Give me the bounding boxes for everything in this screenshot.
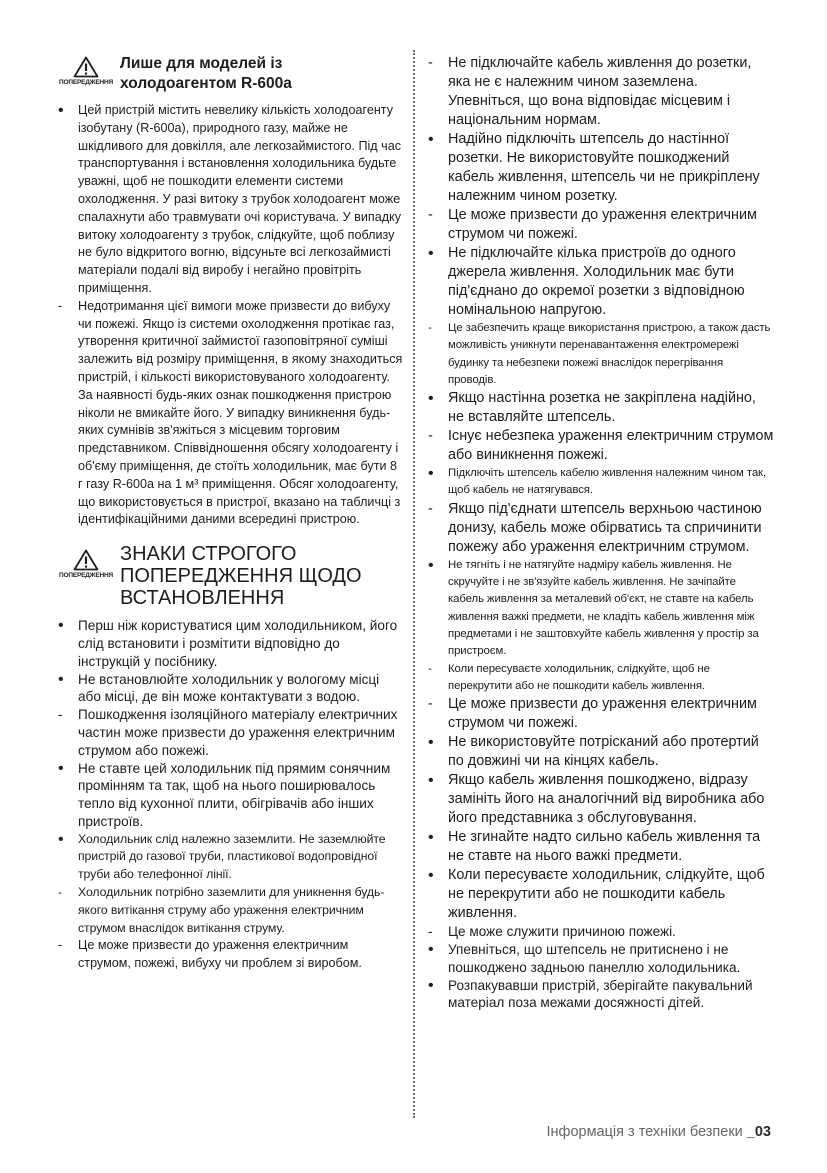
item-text: Цей пристрій містить невелику кількість холодоагенту ізобутану (R-600a), природного газу, майже не шкідливого для довкілля, але легкозаймистого. Під час транспортування і встановлення холодильника будьте уважні, щоб не пошкодити елементи системи охолодження. У разі витоку з трубок холодоагент може спалахнути або травмувати очі користувача. У випадку витоку холодоагенту з трубок, слідкуйте, щоб поблизу не було відкритого вогню, відсуньте всі легкозаймисті матеріали подалі від виробу і негайно провітріть приміщення. [78, 103, 402, 295]
dash-item [54, 937, 404, 973]
dash-item [424, 54, 774, 130]
page-footer [546, 1124, 771, 1140]
left-column [54, 54, 404, 973]
item-text: Існує небезпека ураження електричним струмом або виникнення пожежі. [448, 428, 774, 464]
item-text: Холодильник потрібно заземлити для уникнення будь-якого витікання струму або ураження електричним струмом внаслідок витікання струму. [78, 885, 385, 935]
item-text: Не підключайте кілька пристроїв до одного джерела живлення. Холодильник має бути під'єднано до окремої розетки з відповідною номінальною напругою. [448, 245, 745, 318]
item-text: Це може служити причиною пожежі. [448, 924, 676, 940]
bullet-item [424, 866, 774, 923]
item-text: Не ставте цей холодильник під прямим сонячним промінням та так, щоб на нього поширювалось тепло від кухонної плити, обігрівачів або інших пристроїв. [78, 760, 391, 829]
item-text: Перш ніж користуватися цим холодильником, його слід встановити і розмітити відповідно до інструкцій у посібнику. [78, 618, 398, 669]
item-text: Розпакувавши пристрій, зберігайте пакувальний матеріал поза межами досяжності дітей. [448, 977, 753, 1011]
item-text: Недотримання цієї вимоги може призвести до вибуху чи пожежі. Якщо із системи охолодження протікає газ, утворення критичної займистої газоповітряної суміші залежить від розміру приміщення, в якому знаходиться пристрій, і кількості використовуваного холодоагенту. За наявності будь-яких ознак пошкодження пристрою ніколи не вмикайте його. У випадку виникнення будь-яких сумнівів зв'яжіться з місцевим торговим представником. Співвідношення обсягу холодоагенту і об'єму приміщення, де стоїть холодильник, має бути 8 г газу R-600a на 1 м³ приміщення. Обсяг холодоагенту, що використовується в пристрої, вказано на табличці з ідентифікаційними даними всередині пристрою. [78, 298, 403, 527]
item-text: Коли пересуваєте холодильник, слідкуйте, щоб не перекрутити або не пошкодити кабель живлення. [448, 662, 710, 692]
bullet-item [424, 130, 774, 206]
item-text: Це може призвести до ураження електричним струмом, пожежі, вибуху чи проблем зі виробом. [78, 938, 362, 971]
section-title-line3: ВСТАНОВЛЕННЯ [120, 587, 285, 610]
dash-marker: - [428, 207, 433, 223]
bullet-item [424, 828, 774, 866]
dash-item [54, 706, 404, 759]
column-divider [413, 50, 415, 1118]
item-text: Підключіть штепсель кабелю живлення належним чином так, щоб кабель не натягувався. [448, 467, 767, 497]
right-column [424, 54, 774, 1012]
bullet-marker: • [58, 102, 64, 119]
dash-marker: - [428, 662, 432, 675]
item-text: Коли пересуваєте холодильник, слідкуйте, щоб не перекрутити або не пошкодити кабель живлення. [448, 867, 765, 922]
bullet-marker: • [58, 617, 64, 635]
dash-marker: - [428, 55, 433, 71]
section-title-line2: ПОПЕРЕДЖЕННЯ ЩОДО [120, 565, 362, 588]
item-text: Не згинайте надто сильно кабель живлення та не ставте на нього важкі предмети. [448, 829, 761, 865]
bullet-marker: • [428, 390, 434, 408]
item-text: Якщо кабель живлення пошкоджено, відразу замініть його на аналогічний від виробника або його представника з обслуговування. [448, 772, 765, 827]
item-text: Пошкодження ізоляційного матеріалу електричних частин може призвести до ураження електричним струмом або пожежі. [78, 707, 398, 758]
item-text: Якщо під'єднати штепсель верхньою частиною донизу, кабель може обірватись та спричинити пожежу або ураження електричним струмом. [448, 500, 762, 555]
warning-caption: ПОПЕРЕДЖЕННЯ [59, 572, 113, 580]
footer-label: Інформація з техніки безпеки [546, 1124, 747, 1140]
dash-item [54, 884, 404, 937]
bullet-marker: • [428, 772, 434, 790]
bullet-marker: • [428, 245, 434, 262]
bullet-marker: • [428, 940, 434, 958]
bullet-item [424, 733, 774, 771]
dash-item [54, 298, 404, 529]
bullet-marker: • [428, 734, 434, 752]
item-text: Упевніться, що штепсель не притиснено і не пошкоджено задньою панеллю холодильника. [448, 941, 741, 975]
bullet-marker: • [58, 759, 64, 777]
warning-icon [58, 56, 114, 86]
item-text: Надійно підключіть штепсель до настінної розетки. Не використовуйте пошкоджений кабель живлення, штепсель чи не прикріплену належним чином розетку. [448, 131, 760, 204]
bullet-item [424, 465, 774, 500]
bullet-marker: • [58, 830, 64, 848]
dash-item [424, 206, 774, 244]
dash-marker: - [58, 707, 63, 723]
item-text: Холодильник слід належно заземлити. Не заземлюйте пристрій до газової труби, пластикової водопровідної труби або телефонної лінії. [78, 831, 386, 882]
bullet-marker: • [428, 465, 434, 483]
item-text: Не використовуйте потрісканий або протертий по довжині чи на кінцях кабель. [448, 734, 759, 770]
bullet-item [54, 831, 404, 884]
bullet-marker: • [428, 556, 434, 574]
dash-marker: - [58, 938, 63, 953]
item-text: Якщо настінна розетка не закріплена надійно, не вставляйте штепсель. [448, 390, 756, 426]
bullet-item [54, 760, 404, 831]
section-title-line1: Лише для моделей із [120, 55, 283, 72]
item-text: Це може призвести до ураження електричним струмом чи пожежі. [448, 207, 757, 242]
item-text: Не підключайте кабель живлення до розетки, яка не є належним чином заземлена. Упевніться, що вона відповідає місцевим і національним нормам. [448, 55, 752, 128]
warning-caption: ПОПЕРЕДЖЕННЯ [59, 79, 113, 86]
dash-item [424, 500, 774, 557]
dash-item [424, 661, 774, 696]
bullet-marker: • [428, 867, 434, 885]
item-text: Не встановлюйте холодильник у вологому місці або місці, де він може контактувати з водою. [78, 671, 380, 705]
bullet-item [54, 617, 404, 670]
dash-marker: - [428, 924, 433, 940]
dash-marker: - [428, 322, 432, 334]
dash-marker: - [58, 298, 63, 313]
warning-heading-installation [54, 543, 404, 609]
section-title-line1: ЗНАКИ СТРОГОГО [120, 543, 297, 566]
bullet-item [424, 244, 774, 320]
dash-item [424, 923, 774, 941]
dash-marker: - [428, 500, 433, 517]
bullet-item [54, 102, 404, 298]
dash-marker: - [428, 696, 433, 713]
page-number: _03 [746, 1124, 771, 1140]
right-list [424, 54, 774, 1012]
bullet-item [424, 771, 774, 828]
bullet-marker: • [428, 829, 434, 847]
bullet-marker: • [58, 670, 64, 688]
warning-heading-r600a [54, 54, 404, 94]
bullet-item [424, 941, 774, 977]
dash-item [424, 695, 774, 733]
item-text: Це забезпечить краще використання пристрою, а також дасть можливість уникнути перенавантаження електромережі будинку та небезпеки пожежі внаслідок перегрівання проводів. [448, 322, 771, 386]
dash-item [424, 427, 774, 465]
bullet-item [424, 557, 774, 661]
bullet-item [424, 977, 774, 1013]
dash-marker: - [58, 885, 62, 900]
bullet-item [424, 389, 774, 427]
item-text: Не тягніть і не натягуйте надміру кабель живлення. Не скручуйте і не зв'язуйте кабель живлення. Не зачіпайте кабель живлення за металевий об'єкт, не ставте на кабель живлення важкі предмети, не кладіть кабель живлення між предметами і не заштовхуйте кабель живлення у простір за пристроєм. [448, 558, 759, 658]
section-title-line2: холодоагентом R-600a [120, 75, 292, 92]
bullet-marker: • [428, 976, 434, 994]
dash-marker: - [428, 428, 433, 445]
warning-icon [58, 549, 114, 579]
section1-list [54, 102, 404, 529]
section2-list [54, 617, 404, 973]
bullet-marker: • [428, 131, 434, 148]
bullet-item [54, 671, 404, 707]
dash-item [424, 320, 774, 389]
item-text: Це може призвести до ураження електричним струмом чи пожежі. [448, 696, 757, 732]
